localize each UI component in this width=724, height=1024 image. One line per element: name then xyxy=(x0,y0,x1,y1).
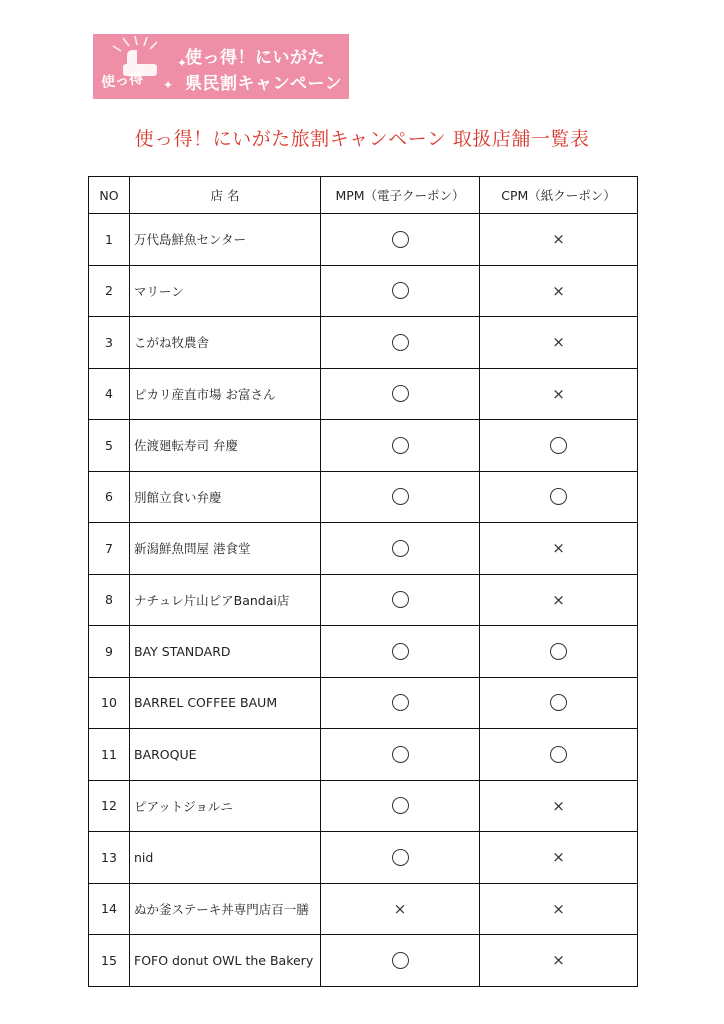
table-row xyxy=(89,471,638,523)
row-number: 7 xyxy=(89,523,130,575)
sparkle-icon: ✦ xyxy=(177,56,188,70)
cpm-availability xyxy=(480,780,638,832)
logo-badge-text: 使っ得 xyxy=(100,70,144,92)
available-circle-icon xyxy=(392,591,409,608)
store-table xyxy=(88,176,638,987)
available-circle-icon xyxy=(392,643,409,660)
available-circle-icon xyxy=(550,437,567,454)
available-circle-icon xyxy=(392,437,409,454)
table-row xyxy=(89,317,638,369)
mpm-availability xyxy=(321,574,480,626)
unavailable-cross-icon: × xyxy=(552,333,565,352)
store-name: ピアットジョルニ xyxy=(130,780,321,832)
available-circle-icon xyxy=(550,488,567,505)
unavailable-cross-icon: × xyxy=(552,384,565,403)
unavailable-cross-icon: × xyxy=(552,590,565,609)
logo-line-2: 県民割キャンペーン xyxy=(185,74,343,94)
store-name: マリーン xyxy=(130,265,321,317)
unavailable-cross-icon: × xyxy=(552,796,565,815)
table-row xyxy=(89,883,638,935)
mpm-availability xyxy=(321,214,480,266)
store-name: BAROQUE xyxy=(130,729,321,781)
unavailable-cross-icon: × xyxy=(552,539,565,558)
cpm-availability xyxy=(480,471,638,523)
mpm-availability xyxy=(321,471,480,523)
unavailable-cross-icon: × xyxy=(552,899,565,918)
row-number: 9 xyxy=(89,626,130,678)
mpm-availability xyxy=(321,780,480,832)
cpm-availability xyxy=(480,523,638,575)
available-circle-icon xyxy=(392,334,409,351)
available-circle-icon xyxy=(392,746,409,763)
row-number: 6 xyxy=(89,471,130,523)
row-number: 4 xyxy=(89,368,130,420)
available-circle-icon xyxy=(392,952,409,969)
row-number: 10 xyxy=(89,677,130,729)
logo-line-1: 使っ得！にいがた xyxy=(185,48,325,68)
header-name: 店 名 xyxy=(130,177,321,214)
table-row xyxy=(89,420,638,472)
table-row xyxy=(89,214,638,266)
mpm-availability xyxy=(321,883,480,935)
store-name: 別館立食い弁慶 xyxy=(130,471,321,523)
table-row xyxy=(89,574,638,626)
available-circle-icon xyxy=(392,540,409,557)
row-number: 13 xyxy=(89,832,130,884)
row-number: 14 xyxy=(89,883,130,935)
mpm-availability xyxy=(321,317,480,369)
mpm-availability xyxy=(321,626,480,678)
header-cpm: CPM（紙クーポン） xyxy=(480,177,638,214)
table-row xyxy=(89,265,638,317)
store-name: 佐渡廻転寿司 弁慶 xyxy=(130,420,321,472)
cpm-availability xyxy=(480,677,638,729)
table-header-row xyxy=(89,177,638,214)
mpm-availability xyxy=(321,729,480,781)
store-name: 新潟鮮魚問屋 港食堂 xyxy=(130,523,321,575)
store-name: ナチュレ片山ピアBandai店 xyxy=(130,574,321,626)
unavailable-cross-icon: × xyxy=(393,899,407,918)
store-name: FOFO donut OWL the Bakery xyxy=(130,935,321,987)
mpm-availability xyxy=(321,420,480,472)
store-name: ぬか釜ステーキ丼専門店百一膳 xyxy=(130,883,321,935)
table-row xyxy=(89,626,638,678)
store-name: nid xyxy=(130,832,321,884)
available-circle-icon xyxy=(392,694,409,711)
mpm-availability xyxy=(321,677,480,729)
available-circle-icon xyxy=(550,746,567,763)
store-name: 万代島鮮魚センター xyxy=(130,214,321,266)
available-circle-icon xyxy=(550,694,567,711)
row-number: 12 xyxy=(89,780,130,832)
table-row xyxy=(89,677,638,729)
row-number: 5 xyxy=(89,420,130,472)
unavailable-cross-icon: × xyxy=(552,281,565,300)
cpm-availability xyxy=(480,368,638,420)
page-title: 使っ得！にいがた旅割キャンペーン 取扱店舗一覧表 xyxy=(134,128,590,150)
cpm-availability xyxy=(480,883,638,935)
available-circle-icon xyxy=(392,849,409,866)
cpm-availability xyxy=(480,729,638,781)
unavailable-cross-icon: × xyxy=(552,848,565,867)
cpm-availability xyxy=(480,265,638,317)
cpm-availability xyxy=(480,317,638,369)
table-row xyxy=(89,523,638,575)
store-name: BAY STANDARD xyxy=(130,626,321,678)
sparkle-icon: ✦ xyxy=(163,78,174,92)
table-row xyxy=(89,368,638,420)
header-no: NO xyxy=(89,177,130,214)
store-name: ピカリ産直市場 お富さん xyxy=(130,368,321,420)
mpm-availability xyxy=(321,935,480,987)
available-circle-icon xyxy=(392,282,409,299)
mpm-availability xyxy=(321,265,480,317)
available-circle-icon xyxy=(550,643,567,660)
cpm-availability xyxy=(480,832,638,884)
row-number: 1 xyxy=(89,214,130,266)
store-name: こがね牧農舎 xyxy=(130,317,321,369)
cpm-availability xyxy=(480,626,638,678)
table-row xyxy=(89,832,638,884)
cpm-availability xyxy=(480,420,638,472)
available-circle-icon xyxy=(392,797,409,814)
available-circle-icon xyxy=(392,231,409,248)
mpm-availability xyxy=(321,832,480,884)
mpm-availability xyxy=(321,523,480,575)
header-mpm: MPM（電子クーポン） xyxy=(321,177,480,214)
row-number: 2 xyxy=(89,265,130,317)
campaign-logo xyxy=(93,34,349,99)
cpm-availability xyxy=(480,935,638,987)
table-row xyxy=(89,935,638,987)
table-row xyxy=(89,780,638,832)
row-number: 11 xyxy=(89,729,130,781)
row-number: 15 xyxy=(89,935,130,987)
unavailable-cross-icon: × xyxy=(552,230,565,249)
row-number: 8 xyxy=(89,574,130,626)
unavailable-cross-icon: × xyxy=(552,951,565,970)
cpm-availability xyxy=(480,574,638,626)
table-row xyxy=(89,729,638,781)
store-name: BARREL COFFEE BAUM xyxy=(130,677,321,729)
cpm-availability xyxy=(480,214,638,266)
available-circle-icon xyxy=(392,385,409,402)
mpm-availability xyxy=(321,368,480,420)
available-circle-icon xyxy=(392,488,409,505)
row-number: 3 xyxy=(89,317,130,369)
